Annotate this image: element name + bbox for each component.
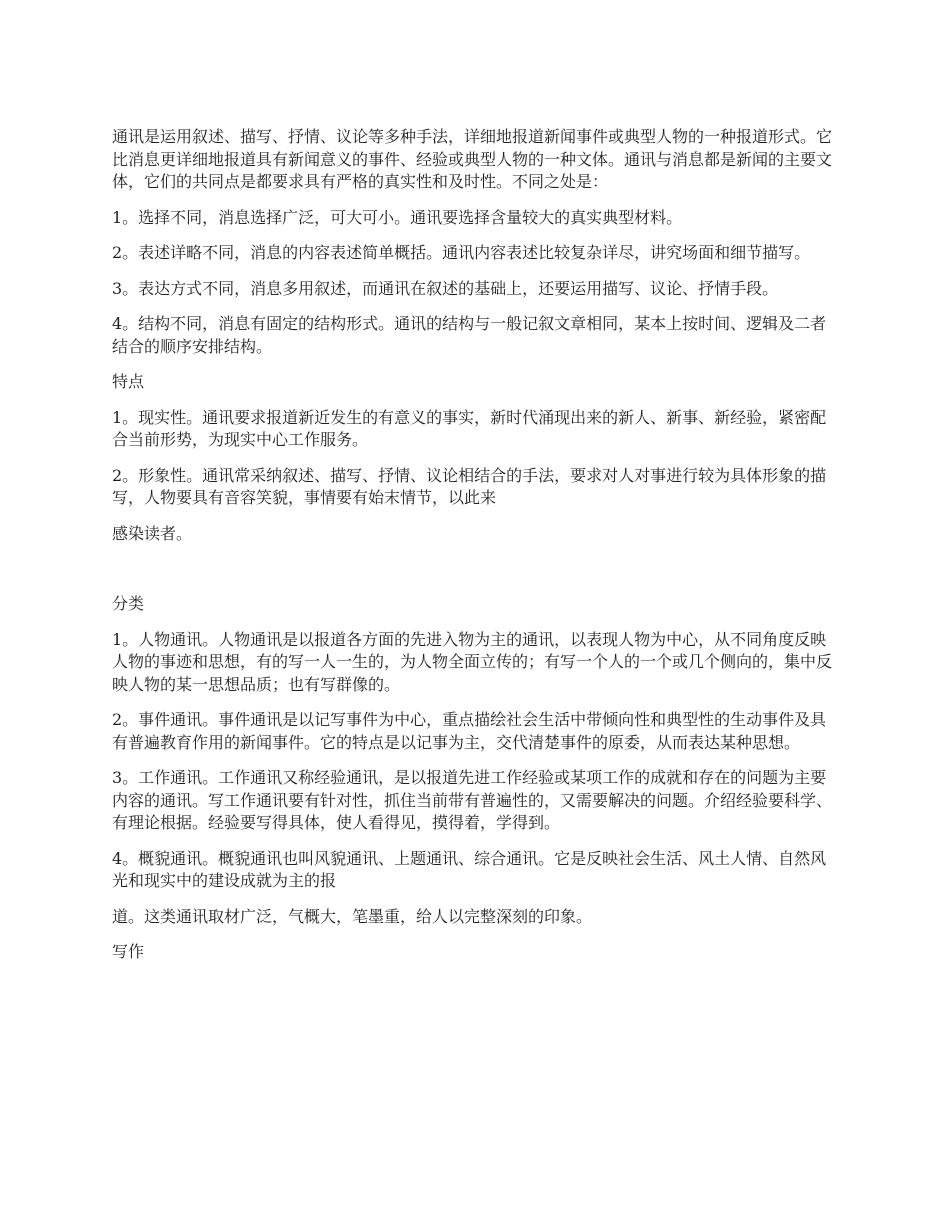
- type-item-1: 1。人物通讯。人物通讯是以报道各方面的先进入物为主的通讯，以表现人物为中心，从不同角度反映人物的事迹和思想，有的写一人一生的，为人物全面立传的；有写一个人的一个或几个侧向的，集中反映人物的某一思想品质；也有写群像的。: [112, 629, 833, 694]
- feature-item-2: 2。形象性。通讯常采纳叙述、描写、抒情、议论相结合的手法，要求对人对事进行较为具体形象的描写，人物要具有音容笑貌，事情要有始末情节，以此来: [112, 465, 827, 507]
- difference-item-4: 4。结构不同，消息有固定的结构形式。通讯的结构与一般记叙文章相同，某本上按时间、逻辑及二者结合的顺序安排结构。: [112, 314, 827, 356]
- features-heading: 特点: [112, 372, 145, 391]
- difference-item-3: 3。表达方式不同，消息多用叙述，而通讯在叙述的基础上，还要运用描写、议论、抒情手段。: [112, 278, 779, 298]
- type-item-2: 2。事件通讯。事件通讯是以记写事件为中心，重点描绘社会生活中带倾向性和典型性的生动事件及具有普遍教育作用的新闻事件。它的特点是以记事为主，交代清楚事件的原委，从而表达某种思想。: [112, 710, 827, 752]
- difference-item-1: 1。选择不同，消息选择广泛，可大可小。通讯要选择含量较大的真实典型材料。: [112, 207, 683, 227]
- feature-item-1: 1。现实性。通讯要求报道新近发生的有意义的事实，新时代涌现出来的新人、新事、新经验，紧密配合当前形势，为现实中心工作服务。: [112, 407, 827, 449]
- section-spacer: [112, 558, 840, 593]
- type-item-4-continued: 道。这类通讯取材广泛，气概大，笔墨重，给人以完整深刻的印象。: [112, 906, 593, 926]
- writing-heading: 写作: [112, 942, 145, 961]
- difference-item-2: 2。表述详略不同，消息的内容表述简单概括。通讯内容表述比较复杂详尽，讲究场面和细节描写。: [112, 243, 811, 262]
- feature-item-2-continued: 感染读者。: [112, 523, 193, 543]
- intro-paragraph: 通讯是运用叙述、描写、抒情、议论等多种手法，详细地报道新闻事件或典型人物的一种报道形式。它比消息更详细地报道具有新闻意义的事件、经验或典型人物的一种文体。通讯与消息都是新闻的主要文体，它们的共同点是都要求具有严格的真实性和及时性。不同之处是：: [112, 127, 833, 191]
- types-heading: 分类: [112, 594, 145, 613]
- document-body: [112, 126, 840, 977]
- type-item-4: 4。概貌通讯。概貌通讯也叫风貌通讯、上题通讯、综合通讯。它是反映社会生活、风土人情、自然风光和现实中的建设成就为主的报: [112, 848, 827, 890]
- type-item-3: 3。工作通讯。工作通讯又称经验通讯，是以报道先进工作经验或某项工作的成就和存在的问题为主要内容的通讯。写工作通讯要有针对性，抓住当前带有普遍性的，又需要解决的问题。介绍经验要科学、有理论根据。经验要写得具体，使人看得见，摸得着，学得到。: [112, 768, 833, 832]
